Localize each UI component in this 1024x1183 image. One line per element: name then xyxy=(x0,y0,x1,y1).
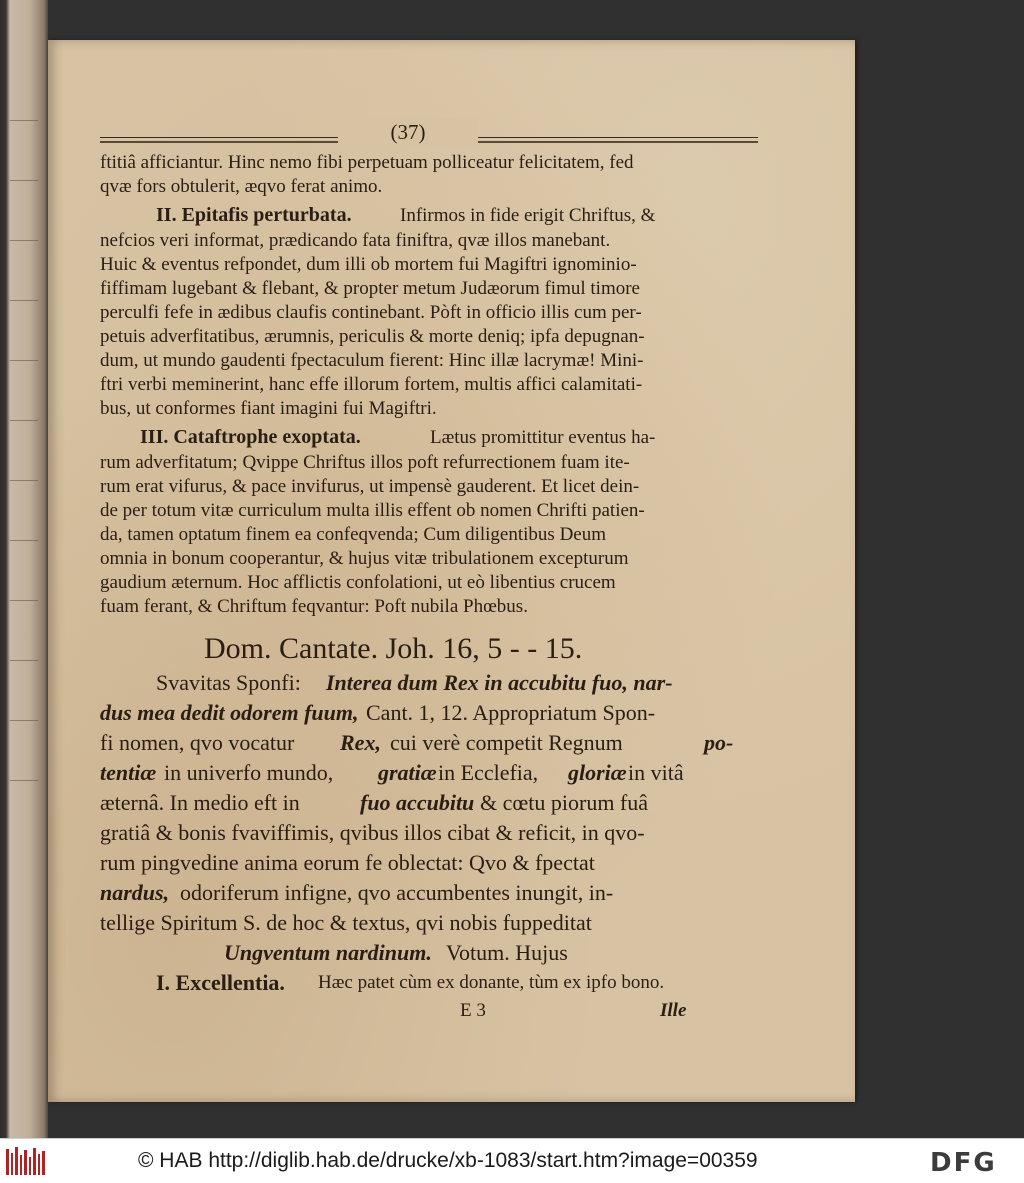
text-line: Hæc patet cùm ex donante, tùm ex ipfo bono. xyxy=(318,972,665,993)
text-line: fi nomen, qvo vocatur xyxy=(100,730,295,755)
previous-page-edge xyxy=(0,0,48,1138)
text-line: rum adverfitatum; Qvippe Chriftus illos poft refurrectionem fuam ite- xyxy=(100,452,630,473)
text-line: Lætus promittitur eventus ha- xyxy=(430,427,656,448)
text-line: in univerfo mundo, xyxy=(164,760,334,785)
dfg-logo: DFG xyxy=(930,1148,997,1178)
text-line: ftri verbi meminerint, hanc effe illorum fortem, multis affici calamitati- xyxy=(100,374,643,395)
text-line: Cant. 1, 12. Appropriatum Spon- xyxy=(366,700,656,725)
text-line: in Ecclefia, xyxy=(438,760,539,785)
text-line: gaudium æternum. Hoc afflictis confolationi, ut eò libentius crucem xyxy=(100,572,616,593)
text-line: omnia in bonum cooperantur, & hujus vitæ tribulationem excepturum xyxy=(100,548,629,569)
italic-word: gloriæ xyxy=(568,760,627,785)
section-heading: III. Cataftrophe exoptata. xyxy=(140,426,361,448)
page-number: (37) xyxy=(338,118,478,146)
text-line: rum erat vifurus, & pace invifurus, ut impensè gauderent. Et licet dein- xyxy=(100,476,640,497)
italic-word: tentiæ xyxy=(100,760,157,785)
text-line: bus, ut conformes fiant imagini fui Magiftri. xyxy=(100,398,437,419)
text-line: qvæ fors obtulerit, æqvo ferat animo. xyxy=(100,176,383,197)
text-line: petuis adverfitatibus, ærumnis, periculis & morte deniq; ipfa depugnan- xyxy=(100,326,645,347)
italic-quote: Interea dum Rex in accubitu fuo, nar- xyxy=(326,670,673,695)
text-line: dum, ut mundo gaudenti fpectaculum fierent: Hinc illæ lacrymæ! Mini- xyxy=(100,350,644,371)
text-line: da, tamen optatum finem ea confeqvenda; Cum diligentibus Deum xyxy=(100,524,607,545)
text-line: rum pingvedine anima eorum fe oblectat: Qvo & fpectat xyxy=(100,850,595,875)
footer-bar xyxy=(0,1138,1024,1183)
italic-word: fuo accubitu xyxy=(360,790,475,815)
hab-barcode-logo-icon xyxy=(6,1147,48,1177)
text-line: Huic & eventus refpondet, dum illi ob mortem fui Magiftri ignominio- xyxy=(100,254,637,275)
text-line: ftitiâ afficiantur. Hinc nemo fibi perpetuam polliceatur felicitatem, fed xyxy=(100,152,634,173)
text-line: fuam ferant, & Chriftum feqvantur: Poft nubila Phœbus. xyxy=(100,596,528,617)
text-line: æternâ. In medio eft in xyxy=(100,790,300,815)
sermon-title: Dom. Cantate. Joh. 16, 5 - - 15. xyxy=(204,632,583,665)
text-line: tellige Spiritum S. de hoc & textus, qvi nobis fuppeditat xyxy=(100,910,592,935)
text-line: odoriferum infigne, qvo accumbentes inungit, in- xyxy=(180,880,614,905)
italic-word: gratiæ xyxy=(378,760,437,785)
section-heading: I. Excellentia. xyxy=(156,970,285,995)
text-line: fiffimam lugebant & flebant, & propter metum Judæorum fimul timore xyxy=(100,278,640,299)
signature-mark: E 3 xyxy=(460,1000,486,1021)
scanned-page xyxy=(48,40,855,1102)
italic-word: nardus, xyxy=(100,880,170,905)
italic-quote: dus mea dedit odorem fuum, xyxy=(100,700,359,725)
text-line: Svavitas Sponfi: xyxy=(156,670,301,695)
italic-word: Ungventum nardinum. xyxy=(224,940,432,965)
copyright-link[interactable]: © HAB http://diglib.hab.de/drucke/xb-1083/start.htm?image=00359 xyxy=(138,1149,758,1172)
italic-word: Rex, xyxy=(340,730,381,755)
text-line: Infirmos in fide erigit Chriftus, & xyxy=(400,205,656,226)
section-heading: II. Epitafis perturbata. xyxy=(156,204,352,226)
text-line: perculfi fefe in ædibus claufis continebant. Pòft in officio illis cum per- xyxy=(100,302,642,323)
catchword: Ille xyxy=(660,1000,687,1021)
text-line: de per totum vitæ curriculum multa illis effent ob nomen Chrifti patien- xyxy=(100,500,645,521)
text-line: gratiâ & bonis fvaviffimis, qvibus illos cibat & reficit, in qvo- xyxy=(100,820,645,845)
text-line: Votum. Hujus xyxy=(446,940,568,965)
text-line: in vitâ xyxy=(628,760,684,785)
text-line: cui verè competit Regnum xyxy=(390,730,623,755)
text-line: nefcios veri informat, prædicando fata finiftra, qvæ illos manebant. xyxy=(100,230,611,251)
italic-word: po- xyxy=(704,730,734,755)
text-line: & cœtu piorum fuâ xyxy=(480,790,649,815)
